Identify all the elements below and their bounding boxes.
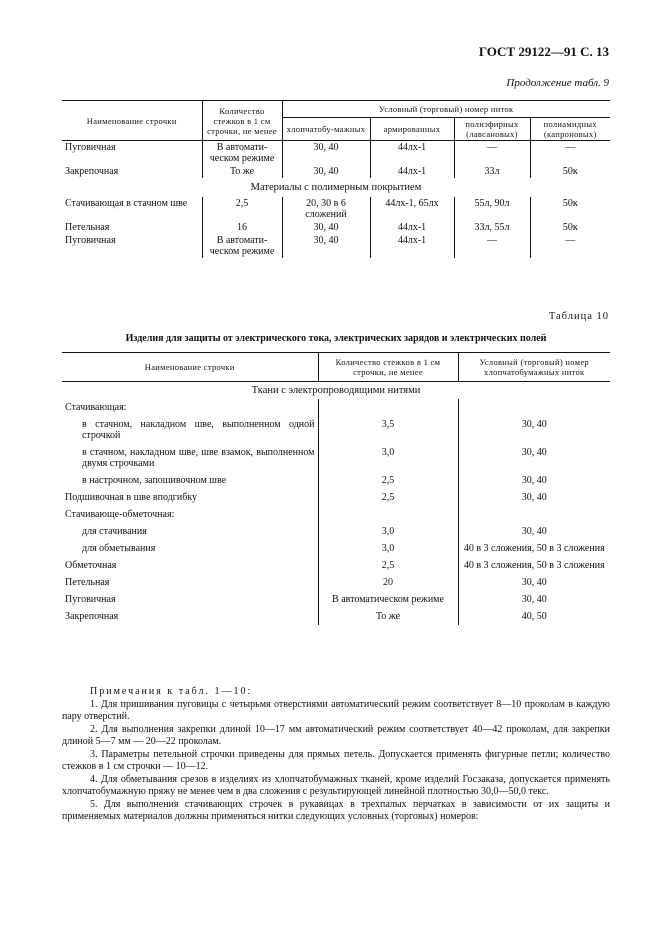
table-cell (318, 506, 458, 523)
table-cell: в настрочном, запошивочном шве (82, 475, 227, 486)
table-cell: 3,0 (318, 540, 458, 557)
subcol: армированных (370, 118, 454, 141)
section-title: Материалы с полимерным покрытием (250, 182, 422, 193)
table-cell (318, 399, 458, 416)
table-row (62, 489, 610, 506)
table-cell: 44лх-1 (370, 165, 454, 178)
table-cell: 30, 40 (282, 221, 370, 234)
table-cell: в стачном, накладном шве, выполненном одной строчкой (82, 419, 315, 441)
note-item: 1. Для пришивания пуговицы с четырьмя отверстиями автоматический режим соответствует 8—10 проколам в каждую пару отверстий. (62, 698, 610, 722)
table-row (62, 540, 610, 557)
table-cell: — (530, 141, 610, 166)
table-cell: 2,5 (202, 197, 282, 221)
table-row (62, 141, 610, 166)
table-cell: В автоматическом режиме (318, 591, 458, 608)
note-item: 2. Для выполнения закрепки длиной 10—17 мм автоматический режим соответствует 40—42 проколам, для закрепки длиной 5—7 мм — 20—22 проколам. (62, 723, 610, 747)
table-cell: 55л, 90л (454, 197, 530, 221)
table-cell (458, 399, 610, 416)
table-cell: Пуговичная (65, 142, 116, 153)
table-cell: 50к (530, 165, 610, 178)
subcol: хлопчатобу-мажных (282, 118, 370, 141)
table-cell: 2,5 (318, 489, 458, 506)
table-cell: То же (202, 165, 282, 178)
table-cell: 30, 40 (458, 591, 610, 608)
table-cell: 33л (454, 165, 530, 178)
table-row (62, 197, 610, 221)
table-cell: в стачном, накладном шве, шве взамок, выполненном двумя строчками (82, 447, 315, 469)
note-item: 5. Для выполнения стачивающих строчек в рукавицах в трехпалых перчатках в зависимости от их защиты и применяемых материалов должны применяться нитки следующих условных (торговых) номеров: (62, 798, 610, 822)
table-cell: 30, 40 (282, 141, 370, 166)
table-cell: 40 в 3 сложения, 50 в 3 сложения (458, 540, 610, 557)
table-cell: Петельная (65, 577, 110, 588)
table-cell: 3,5 (318, 416, 458, 444)
table-cell: То же (318, 608, 458, 625)
table-10 (62, 352, 610, 625)
table-cell: Петельная (65, 222, 110, 233)
table-row (62, 221, 610, 234)
table-cell: Пуговичная (65, 594, 116, 605)
table-cell: 50к (530, 197, 610, 221)
table-row (62, 574, 610, 591)
table-cell: 30, 40 (458, 416, 610, 444)
table-cell: Стачивающая в стачном шве (65, 198, 188, 209)
table-10-label: Таблица 10 (548, 311, 609, 322)
table-cell: Стачивающая: (65, 402, 127, 413)
table-cell: 40 в 3 сложения, 50 в 3 сложения (458, 557, 610, 574)
table-cell: 30, 40 (458, 523, 610, 540)
table-row (62, 165, 610, 178)
table-cell: Закрепочная (65, 611, 119, 622)
table-row (62, 523, 610, 540)
table-cell: 30, 40 (458, 472, 610, 489)
table-cell: 30, 40 (282, 234, 370, 258)
table-cell: Обметочная (65, 560, 117, 571)
col-thread: Условный (торговый) номер хлопчатобумажных ниток (458, 353, 610, 382)
col-name: Наименование строчки (62, 353, 318, 382)
table-cell: — (530, 234, 610, 258)
table-cell: 3,0 (318, 523, 458, 540)
table-cell: Стачивающе-обметочная: (65, 509, 175, 520)
table-row (62, 591, 610, 608)
table-cell: 44лх-1 (370, 221, 454, 234)
table-cell: 40, 50 (458, 608, 610, 625)
table-10-title: Изделия для защиты от электрического тока, электрических зарядов и электрических полей (125, 333, 547, 344)
table-row (62, 557, 610, 574)
table-cell: 44лх-1 (370, 141, 454, 166)
table-cell: 3,0 (318, 444, 458, 472)
table-cell: В автомати-ческом режиме (202, 234, 282, 258)
table-cell: Закрепочная (65, 166, 119, 177)
table-cell: 30, 40 (458, 444, 610, 472)
table-row (62, 472, 610, 489)
col-count: Количество стежков в 1 см строчки, не менее (202, 101, 282, 141)
table-row (62, 608, 610, 625)
section-title: Ткани с электропроводящими нитями (251, 385, 421, 396)
subcol: полиэфирных (лавсановых) (454, 118, 530, 141)
table-cell: 44лх-1 (370, 234, 454, 258)
subcol: полиамидных (капроновых) (530, 118, 610, 141)
table-cell: Подшивочная в шве вподгибку (65, 492, 198, 503)
table-cell: 16 (202, 221, 282, 234)
col-count: Количество стежков в 1 см строчки, не менее (318, 353, 458, 382)
notes-heading: Примечания к табл. 1—10: (90, 686, 253, 697)
notes (62, 686, 610, 824)
table-cell: 50к (530, 221, 610, 234)
note-item: 4. Для обметывания срезов в изделиях из хлопчатобумажных тканей, кроме изделий Госзаказа, допускается применять хлопчатобумажную пряжу не менее чем в два сложения с результирующей линейной плотностью 30,0—50,0 текс. (62, 773, 610, 797)
table-row (62, 399, 610, 416)
table-row (62, 234, 610, 258)
table-cell (458, 506, 610, 523)
table-cell: В автомати-ческом режиме (202, 141, 282, 166)
table-cell: для стачивания (82, 526, 147, 537)
table-cell: 33л, 55л (454, 221, 530, 234)
table-row (62, 444, 610, 472)
table-cell: 2,5 (318, 472, 458, 489)
table-continuation: Продолжение табл. 9 (506, 77, 609, 89)
table-cell: 20, 30 в 6 сложений (282, 197, 370, 221)
table-cell: — (454, 234, 530, 258)
table-cell: 20 (318, 574, 458, 591)
table-cell: 30, 40 (458, 489, 610, 506)
table-cell: для обметывания (82, 543, 156, 554)
table-cell: 30, 40 (458, 574, 610, 591)
table-cell: — (454, 141, 530, 166)
table-cell: 30, 40 (282, 165, 370, 178)
col-name: Наименование строчки (62, 101, 202, 141)
table-9 (62, 100, 610, 258)
page-header: ГОСТ 29122—91 С. 13 (478, 44, 609, 59)
col-group: Условный (торговый) номер ниток (282, 101, 610, 118)
table-row (62, 416, 610, 444)
table-row (62, 506, 610, 523)
table-cell: 2,5 (318, 557, 458, 574)
table-cell: 44лх-1, 65лх (370, 197, 454, 221)
note-item: 3. Параметры петельной строчки приведены для прямых петель. Допускается применять фигурные петли; количество стежков в 1 см строчки — 10—12. (62, 748, 610, 772)
table-cell: Пуговичная (65, 235, 116, 246)
